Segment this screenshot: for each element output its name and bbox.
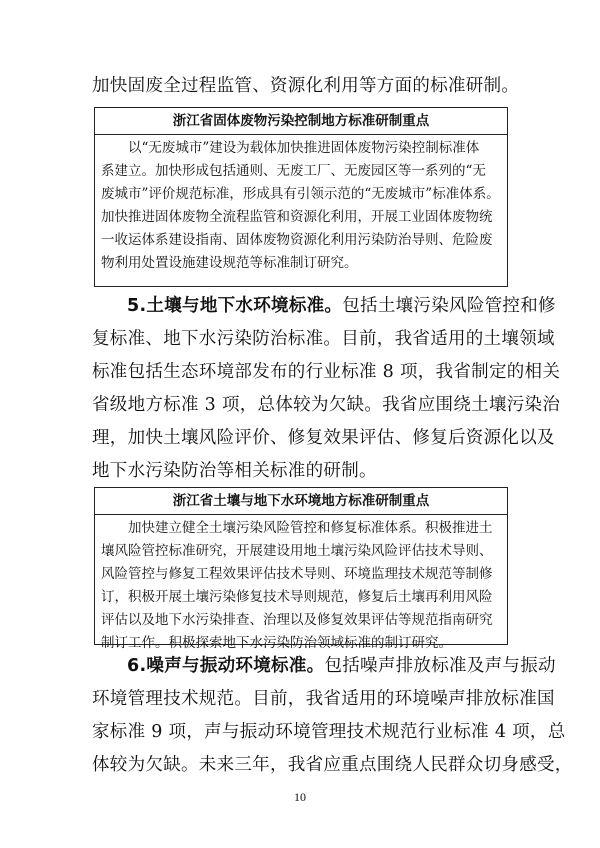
text-line: 评估以及地下水污染排查、治理以及修复效果评估等规范指南研究 [101,612,493,628]
intro-paragraph [92,70,520,103]
page-number: 10 [294,790,306,804]
text-line: 复标准、地下水污染防治标准。目前，我省适用的土壤领域 [92,329,555,349]
section-heading: 6.噪声与振动环境标准。 [127,656,325,676]
text-run: 包括噪声排放标准及声与振动 [324,656,556,676]
section-heading: 5.土壤与地下水环境标准。 [127,296,343,316]
text-line: 壤风险管控标准研究，开展建设用地土壤污染风险评估技术导则、 [101,543,493,559]
text-line: 理，加快土壤风险评价、修复效果评估、修复后资源化以及 [92,428,555,448]
text-line: 风险管控与修复工程效果评估技术导则、环境监理技术规范等制修 [101,566,493,582]
text-line: 系建立。加快形成包括通则、无废工厂、无废园区等一系列的“无 [101,163,486,179]
text-line: 物利用处置设施建设规范等标准制订研究。 [101,255,358,271]
text-run: 包括土壤污染风险管控和修 [342,296,556,316]
soil-groundwater-paragraph [92,290,561,488]
box-title: 浙江省土壤与地下水环境地方标准研制重点 [95,488,507,515]
text-line: 加快建立健全土壤污染风险管控和修复标准体系。积极推进土 [128,520,493,536]
text-line: 制订工作。积极探索地下水污染防治领域标准的制订研究。 [101,635,452,651]
text-line [92,290,556,323]
text-line: 加快固废全过程监管、资源化利用等方面的标准研制。 [92,76,520,96]
noise-vibration-paragraph [92,650,573,782]
text-line: 省级地方标准 3 项，总体较为欠缺。我省应围绕土壤污染治 [92,395,561,415]
text-line: 订，积极开展土壤污染修复技术导则规范，修复后土壤再利用风险 [101,589,493,605]
text-line: 家标准 9 项，声与振动环境管理技术规范行业标准 4 项，总 [92,722,566,742]
box-body [95,135,507,275]
box-body [95,515,507,655]
text-line: 地下水污染防治等相关标准的研制。 [92,461,377,481]
text-line: 体较为欠缺。未来三年，我省应重点围绕人民群众切身感受， [92,755,573,775]
solid-waste-standards-box [94,107,508,287]
text-line: 以“无废城市”建设为载体加快推进固体废物污染控制标准体 [128,140,480,156]
text-line: 废城市”评价规范标准，形成具有引领示范的“无废城市”标准体系。 [101,186,500,202]
text-line: 加快推进固体废物全流程监管和资源化利用，开展工业固体废物统 [101,209,493,225]
text-line: 环境管理技术规范。目前，我省适用的环境噪声排放标准国 [92,689,555,709]
text-line: 一收运体系建设指南、固体废物资源化利用污染防治导则、危险废 [101,232,493,248]
soil-groundwater-standards-box [94,487,508,651]
text-line: 标准包括生态环境部发布的行业标准 8 项，我省制定的相关 [92,362,561,382]
text-line [92,650,556,683]
box-title: 浙江省固体废物污染控制地方标准研制重点 [95,108,507,135]
